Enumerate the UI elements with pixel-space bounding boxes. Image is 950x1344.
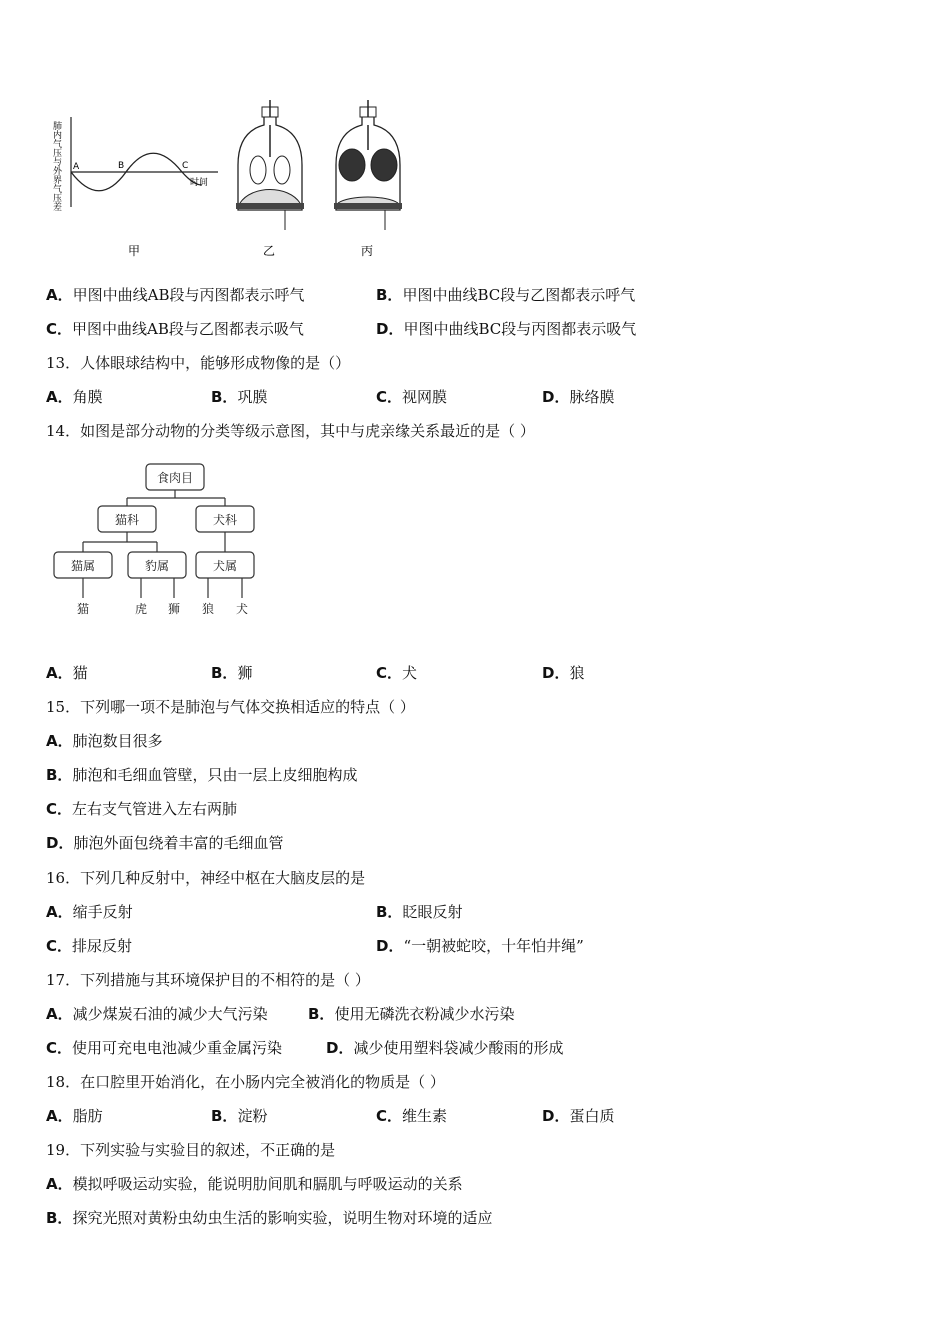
option-text: 缩手反射 xyxy=(72,903,133,921)
q16-option-d xyxy=(376,936,584,956)
option-text: 减少使用塑料袋减少酸雨的形成 xyxy=(353,1039,564,1057)
option-text: 眨眼反射 xyxy=(402,903,463,921)
q15-option-b xyxy=(46,765,357,785)
option-label: C． xyxy=(46,1039,73,1057)
option-text: 脂肪 xyxy=(72,1107,103,1125)
classification-tree xyxy=(46,458,266,623)
option-text: 维生素 xyxy=(402,1107,448,1125)
tree-family-cat: 猫科 xyxy=(114,513,140,527)
option-label: B． xyxy=(376,286,403,304)
option-text: 使用无磷洗衣粉减少水污染 xyxy=(334,1005,515,1023)
bell-jar-yi xyxy=(236,100,304,258)
q14-option-d xyxy=(542,663,584,683)
option-text: 使用可充电电池减少重金属污染 xyxy=(72,1039,283,1057)
option-label: A． xyxy=(46,1107,73,1125)
q18-option-d xyxy=(542,1106,614,1126)
pressure-graph xyxy=(51,117,218,258)
figure-breathing xyxy=(40,95,420,265)
y-axis-label: 肺内气压与外界气压差 xyxy=(51,121,61,211)
q16-stem: 16．下列几种反射中，神经中枢在大脑皮层的是 xyxy=(46,869,366,887)
q14-option-b xyxy=(211,663,252,683)
q15-option-c xyxy=(46,799,237,819)
option-label: B． xyxy=(211,388,238,406)
option-text: 肺泡外面包绕着丰富的毛细血管 xyxy=(73,834,284,852)
option-text: 排尿反射 xyxy=(72,937,133,955)
point-a-label: A xyxy=(73,162,80,172)
point-b-label: B xyxy=(118,161,125,171)
q18-option-a xyxy=(46,1106,103,1126)
option-text: 模拟呼吸运动实验，能说明肋间肌和膈肌与呼吸运动的关系 xyxy=(72,1175,463,1193)
option-text: 甲图中曲线BC段与乙图都表示呼气 xyxy=(402,286,636,304)
option-label: A． xyxy=(46,1005,73,1023)
tree-genus-panthera: 豹属 xyxy=(144,559,170,573)
option-label: B． xyxy=(376,903,403,921)
option-label: B． xyxy=(46,766,73,784)
q12-option-c xyxy=(46,319,304,339)
option-label: D． xyxy=(542,388,570,406)
option-text: 甲图中曲线BC段与丙图都表示吸气 xyxy=(403,320,637,338)
option-text: 探究光照对黄粉虫幼虫生活的影响实验，说明生物对环境的适应 xyxy=(72,1209,493,1227)
q14-stem: 14．如图是部分动物的分类等级示意图，其中与虎亲缘关系最近的是（ ） xyxy=(46,422,535,440)
option-label: B． xyxy=(211,1107,238,1125)
option-text: 左右支气管进入左右两肺 xyxy=(72,800,238,818)
option-label: D． xyxy=(46,834,74,852)
option-label: B． xyxy=(308,1005,335,1023)
q13-option-d xyxy=(542,387,614,407)
option-label: B． xyxy=(211,664,238,682)
caption-jia: 甲 xyxy=(128,244,141,258)
option-text: 脉络膜 xyxy=(569,388,615,406)
option-label: C． xyxy=(376,1107,403,1125)
tree-animal-dog: 犬 xyxy=(235,602,249,616)
option-text: 蛋白质 xyxy=(569,1107,615,1125)
tree-family-dog: 犬科 xyxy=(212,513,238,527)
option-label: A． xyxy=(46,286,73,304)
option-label: A． xyxy=(46,732,73,750)
tree-animal-tiger: 虎 xyxy=(134,602,148,616)
tree-animal-cat: 猫 xyxy=(76,602,90,616)
q12-option-d xyxy=(376,319,636,339)
option-text: 甲图中曲线AB段与丙图都表示呼气 xyxy=(72,286,305,304)
q12-option-b xyxy=(376,285,635,305)
option-label: D． xyxy=(376,320,404,338)
option-text: 狮 xyxy=(237,664,253,682)
q18-option-c xyxy=(376,1106,447,1126)
option-text: 巩膜 xyxy=(237,388,268,406)
option-text: 猫 xyxy=(72,664,88,682)
q13-option-a xyxy=(46,387,103,407)
option-text: 肺泡数目很多 xyxy=(72,732,163,750)
option-label: A． xyxy=(46,664,73,682)
option-label: C． xyxy=(46,800,73,818)
tree-animal-lion: 狮 xyxy=(167,602,181,616)
caption-yi: 乙 xyxy=(263,244,276,258)
q17-option-d xyxy=(326,1038,563,1058)
q14-option-c xyxy=(376,663,417,683)
tree-genus-dog: 犬属 xyxy=(212,559,238,573)
q15-option-a xyxy=(46,731,163,751)
option-label: B． xyxy=(46,1209,73,1227)
q19-stem: 19．下列实验与实验目的叙述，不正确的是 xyxy=(46,1141,336,1159)
q17-option-c xyxy=(46,1038,282,1058)
q18-stem: 18．在口腔里开始消化，在小肠内完全被消化的物质是（ ） xyxy=(46,1073,445,1091)
option-label: A． xyxy=(46,903,73,921)
option-text: 甲图中曲线AB段与乙图都表示吸气 xyxy=(72,320,304,338)
tree-genus-cat: 猫属 xyxy=(70,559,96,573)
q17-option-b xyxy=(308,1004,514,1024)
option-text: 淀粉 xyxy=(237,1107,268,1125)
option-label: C． xyxy=(46,937,73,955)
option-label: C． xyxy=(376,388,403,406)
q17-stem: 17．下列措施与其环境保护目的不相符的是（ ） xyxy=(46,971,370,989)
q12-option-a xyxy=(46,285,304,305)
option-text: 角膜 xyxy=(72,388,103,406)
option-label: C． xyxy=(46,320,73,338)
q16-option-c xyxy=(46,936,132,956)
option-label: A． xyxy=(46,388,73,406)
q13-option-b xyxy=(211,387,267,407)
x-axis-label: 时间 xyxy=(190,178,209,188)
q19-option-b xyxy=(46,1208,492,1228)
option-label: D． xyxy=(326,1039,354,1057)
q13-option-c xyxy=(376,387,447,407)
bell-jar-bing xyxy=(334,100,402,258)
q15-stem: 15．下列哪一项不是肺泡与气体交换相适应的特点（ ） xyxy=(46,698,415,716)
option-text: 狼 xyxy=(569,664,585,682)
q14-option-a xyxy=(46,663,88,683)
caption-bing: 丙 xyxy=(361,244,374,258)
q18-option-b xyxy=(211,1106,267,1126)
option-label: A． xyxy=(46,1175,73,1193)
point-c-label: C xyxy=(182,161,189,171)
option-text: 减少煤炭石油的减少大气污染 xyxy=(72,1005,268,1023)
tree-animal-wolf: 狼 xyxy=(201,602,215,616)
option-label: D． xyxy=(376,937,404,955)
option-text: 犬 xyxy=(402,664,418,682)
option-label: C． xyxy=(376,664,403,682)
option-text: 视网膜 xyxy=(402,388,448,406)
q17-option-a xyxy=(46,1004,268,1024)
option-label: D． xyxy=(542,664,570,682)
q16-option-b xyxy=(376,902,462,922)
option-text: “一朝被蛇咬，十年怕井绳” xyxy=(403,937,584,955)
q15-option-d xyxy=(46,833,283,853)
tree-order: 食肉目 xyxy=(156,471,194,485)
q13-stem: 13．人体眼球结构中，能够形成物像的是（） xyxy=(46,354,351,372)
q19-option-a xyxy=(46,1174,463,1194)
option-label: D． xyxy=(542,1107,570,1125)
q16-option-a xyxy=(46,902,133,922)
option-text: 肺泡和毛细血管壁，只由一层上皮细胞构成 xyxy=(72,766,358,784)
